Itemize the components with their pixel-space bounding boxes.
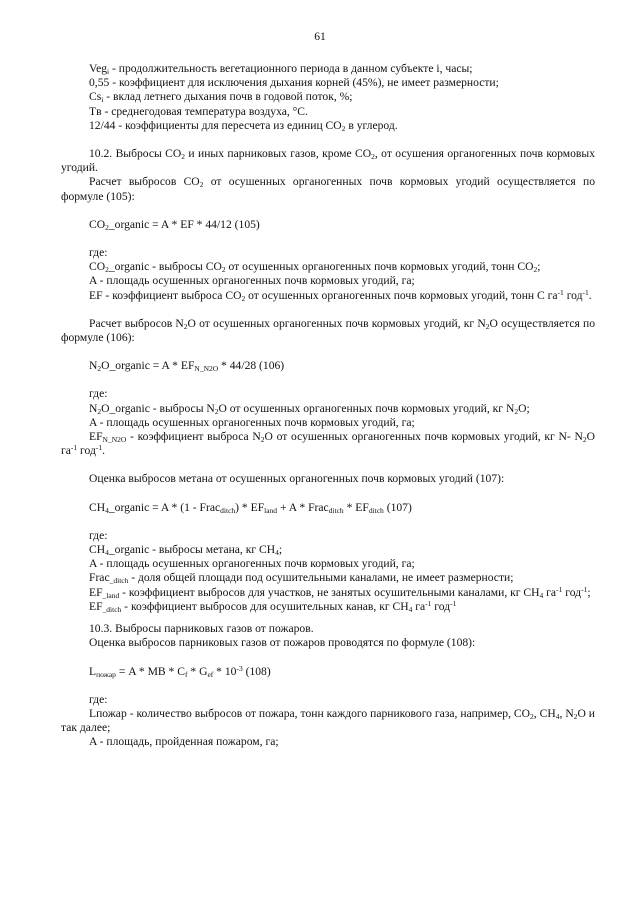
definition-12-44: 12/44 - коэффициенты для пересчета из единиц $CO_2$ в углерод. [89,118,398,133]
definition-n2o-organic: $N_2O\_organic$ - выбросы $N_2O$ от осушенных органогенных почв кормовых угодий, кг $N_2O$; [89,401,530,416]
definition-ef-land: $EF_{\_land}$ - коэффициент выбросов для участков, не занятых осушительными каналами, кг $CH_4$ $га^{-1}$ год$^{-1}$; [89,584,591,600]
definition-ef-n2o: $EF_{N\_N2O}$ - коэффициент выброса $N_2O$ от осушенных органогенных почв кормовых угодий, кг N- $N_2O$ $га^{-1}$ год$^{-1}$. [61,430,595,458]
ch4-intro: Оценка выбросов метана от осушенных органогенных почв кормовых угодий (107): [89,472,505,486]
definition-a-fire: A - площадь, пройденная пожаром, га; [89,735,279,749]
page-number: 61 [314,30,326,43]
definition-l-fire: Lпожар - количество выбросов от пожара, тонн каждого парникового газа, например, $CO_2$, $CH_4$, $N_2O$ и так далее; [61,706,595,735]
section-10-3-heading: 10.3. Выбросы парниковых газов от пожаров. [89,622,314,636]
where-label: где: [89,246,108,260]
n2o-intro: Расчет выбросов $N_2O$ от осушенных органогенных почв кормовых угодий, кг $N_2O$ осуществляется по формуле (106): [61,316,595,345]
formula-107: $CH_4\_organic = A * (1$ - Frac$_{ditch}$) * $EF_{land} + A$ * Frac$_{ditch}$ * $EF_{ditch}$ (107) [89,500,412,515]
where-label: где: [89,387,108,401]
where-label: где: [89,692,108,706]
definition-veg: Veg$_i$ - продолжительность вегетационного периода в данном субъекте i, часы; [89,62,473,76]
section-10-2-heading: 10.2. Выбросы $CO_2$ и иных парниковых газов, кроме $CO_2$, от осушения органогенных почв кормовых угодий. [61,147,595,175]
definition-cs: $Cs_i$ - вклад летнего дыхания почв в годовой поток, %; [89,90,353,105]
definition-frac-ditch: Frac$_{\_ditch}$ - доля общей площади под осушительными каналами, не имеет размерности; [89,571,514,586]
fire-intro: Оценка выбросов парниковых газов от пожаров проводятся по формуле (108): [89,636,476,650]
formula-105: $CO_2\_organic = A$ * EF * 44/12 (105) [89,217,260,232]
formula-108: $L_{пожар} = A$ * MB * $C_f * G_{ef} * 10^{-3}$ (108) [89,663,271,679]
page-content [61,62,595,750]
definition-055: 0,55 - коэффициент для исключения дыхания корней (45%), не имеет размерности; [89,76,499,90]
definition-ch4-organic: $CH_4\_organic$ - выбросы метана, кг $CH_4$; [89,543,283,558]
definition-ef: EF - коэффициент выброса $CO_2$ от осушенных органогенных почв кормовых угодий, тонн C $га^{-1}$ год$^{-1}$. [89,287,592,303]
definition-a: A - площадь осушенных органогенных почв кормовых угодий, га; [89,274,415,288]
formula-106: $N_2O\_organic = A * EF_{N\_N2O} * 44/28$ (106) [89,359,285,374]
definition-a: A - площадь осушенных органогенных почв кормовых угодий, га; [89,415,415,429]
co2-intro: Расчет выбросов $CO_2$ от осушенных органогенных почв кормовых угодий осуществляется по формуле (105): [61,175,595,203]
where-label: где: [89,528,108,542]
definition-ef-ditch: $EF_{\_ditch}$ - коэффициент выбросов для осушительных канав, кг $CH_4$ $га^{-1}$ год$^{-1}$ [89,598,457,614]
definition-a: A - площадь осушенных органогенных почв кормовых угодий, га; [89,557,415,571]
definition-co2-organic: $CO_2\_organic$ - выбросы $CO_2$ от осушенных органогенных почв кормовых угодий, тонн $CO_2$; [89,260,541,275]
definition-tv: Tв - среднегодовая температура воздуха, °C. [89,104,308,118]
